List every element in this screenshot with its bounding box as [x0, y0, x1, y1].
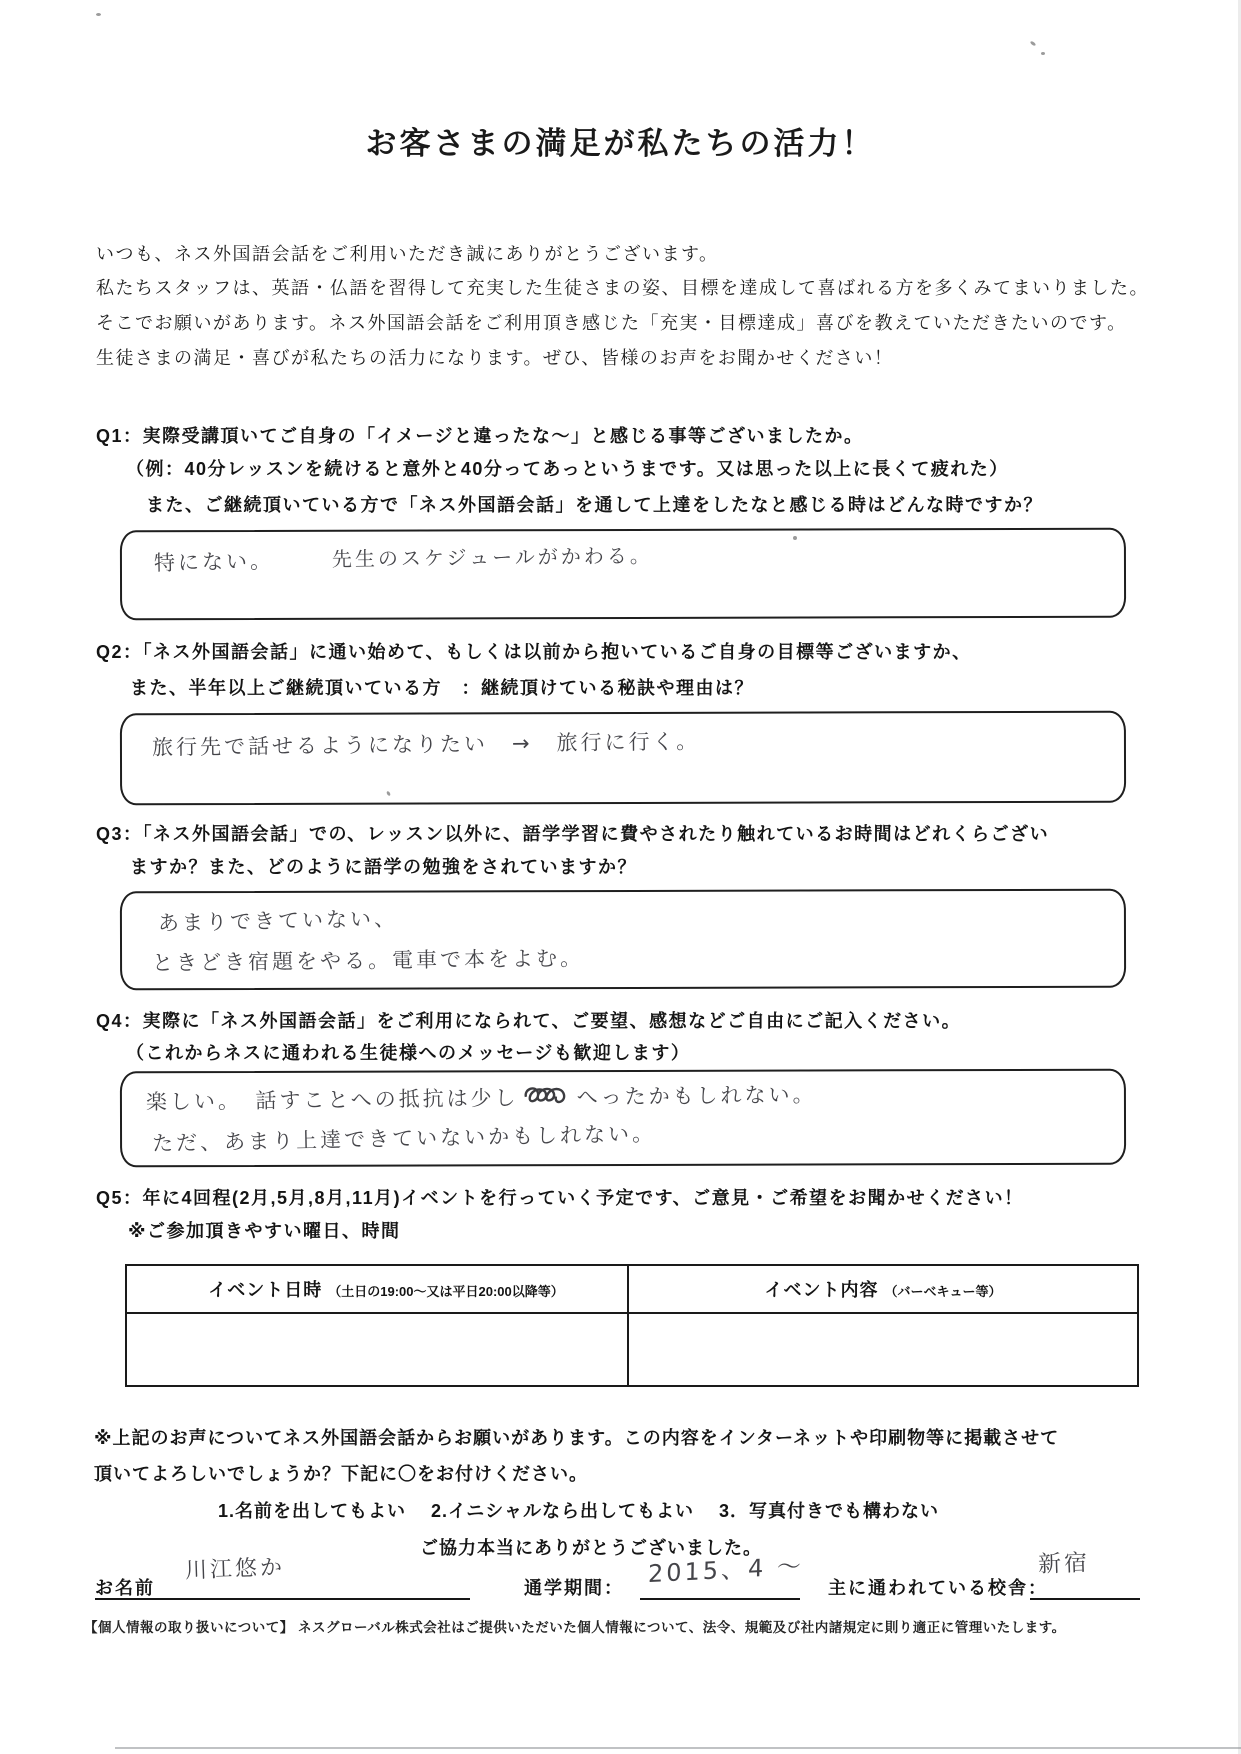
- event-table-header-datetime: [126, 1265, 628, 1313]
- school-label: 主に通われている校舎：: [828, 1578, 1048, 1598]
- event-datetime-note: （土日の19:00～又は平日20:00以降等）: [328, 1284, 564, 1299]
- event-datetime-label: イベント日時: [208, 1280, 323, 1300]
- scan-bottom-edge: [115, 1747, 1241, 1749]
- q3-answer-box[interactable]: [120, 889, 1126, 991]
- q4-question: Q4：実際に「ネス外国語会話」をご利用になられて、ご要望、感想などご自由にご記入ください。: [96, 1011, 962, 1031]
- name-handwriting: 川江悠か: [184, 1555, 286, 1584]
- intro-line-2: 私たちスタッフは、英語・仏語を習得して充実した生徒さまの姿、目標を達成して喜ばれる方を多くみてまいりました。: [96, 278, 1149, 298]
- q5-question: Q5：年に4回程(2月,5月,8月,11月)イベントを行っていく予定です、ご意見・ご希望をお聞かせください！: [96, 1188, 1024, 1208]
- q1-answer-handwriting-1: 特にない。: [153, 548, 275, 576]
- name-underline[interactable]: [95, 1598, 470, 1600]
- scribble-blot: [520, 1082, 574, 1114]
- q2-answer-box[interactable]: [120, 711, 1126, 806]
- privacy-note: 【個人情報の取り扱いについて】 ネスグローバル株式会社はご提供いただいた個人情報について、法令、規範及び社内諸規定に則り適正に管理いたします。: [84, 1620, 1066, 1635]
- consent-options[interactable]: 1.名前を出してもよい 2.イニシャルなら出してもよい 3．写真付きでも構わない: [218, 1501, 939, 1521]
- scan-speck: [1041, 52, 1045, 55]
- q1-answer-handwriting-2: 先生のスケジュールがかわる。: [331, 543, 653, 572]
- q1-answer-box[interactable]: [120, 528, 1126, 621]
- intro-line-1: いつも、ネス外国語会話をご利用いただき誠にありがとうございます。: [96, 244, 719, 264]
- period-handwriting: 2015、4 ～: [647, 1551, 805, 1589]
- q2-question: Q2：「ネス外国語会話」に通い始めて、もしくは以前から抱いているご自身の目標等ございますか、: [96, 642, 972, 662]
- event-content-cell[interactable]: [628, 1313, 1138, 1386]
- consent-line-1: ※上記のお声についてネス外国語会話からお願いがあります。この内容をインターネットや印刷物等に掲載させて: [94, 1428, 1060, 1448]
- period-underline[interactable]: [640, 1598, 800, 1600]
- q2-sub-question: また、半年以上ご継続頂いている方 ：継続頂けている秘訣や理由は？: [130, 678, 754, 698]
- event-table-header-content: [628, 1265, 1138, 1313]
- intro-line-3: そこでお願いがあります。ネス外国語会話をご利用頂き感じた「充実・目標達成」喜びを教えていただきたいのです。: [96, 313, 1127, 333]
- name-label: お名前: [95, 1578, 155, 1598]
- q2-answer-handwriting: 旅行先で話せるようになりたい → 旅行に行く。: [151, 729, 701, 760]
- period-label: 通学期間：: [524, 1578, 624, 1598]
- event-table: [125, 1264, 1139, 1387]
- page-title: お客さまの満足が私たちの活力！: [365, 126, 876, 161]
- event-table-body-row: [126, 1313, 1138, 1386]
- q3-answer-handwriting-2: ときどき宿題をやる。電車で本をよむ。: [151, 946, 585, 976]
- q1-sub-question: また、ご継続頂いている方で「ネス外国語会話」を通して上達をしたなと感じる時はどんな時ですか？: [146, 495, 1043, 515]
- event-content-label: イベント内容: [764, 1280, 879, 1300]
- q3-answer-handwriting-1: あまりできていない、: [157, 906, 399, 936]
- event-content-note: （バーベキュー等）: [884, 1284, 1002, 1299]
- q4-answer-box[interactable]: [120, 1069, 1126, 1168]
- event-datetime-cell[interactable]: [126, 1313, 628, 1386]
- consent-line-2: 頂いてよろしいでしょうか？下記に〇をお付けください。: [94, 1464, 588, 1484]
- intro-line-4: 生徒さまの満足・喜びが私たちの活力になります。ぜひ、皆様のお声をお聞かせください！: [96, 348, 894, 368]
- thanks-line: ご協力本当にありがとうございました。: [420, 1538, 762, 1558]
- school-underline[interactable]: [1030, 1598, 1140, 1600]
- scan-speck: [1030, 41, 1037, 47]
- q1-example: （例：40分レッスンを続けると意外と40分ってあっというまです。又は思った以上に長くて疲れた）: [126, 459, 1009, 479]
- q3-question: Q3：「ネス外国語会話」での、レッスン以外に、語学学習に費やされたり触れているお時間はどれくらござい: [96, 824, 1050, 844]
- scan-speck: [96, 13, 101, 16]
- q4-answer-handwriting-1a: 楽しい。 話すことへの抵抗は少し: [145, 1085, 519, 1115]
- q4-note: （これからネスに通われる生徒様へのメッセージも歓迎します）: [126, 1043, 691, 1063]
- q4-answer-handwriting-1b: へったかもしれない。: [576, 1082, 817, 1110]
- q5-note: ※ご参加頂きやすい曜日、時間: [128, 1221, 401, 1241]
- q3-question-wrap: ますか？また、どのように語学の勉強をされていますか？: [130, 857, 637, 877]
- q4-answer-handwriting-2: ただ、あまり上達できていないかもしれない。: [151, 1121, 657, 1156]
- school-handwriting: 新宿: [1037, 1550, 1091, 1578]
- event-table-header-row: [126, 1265, 1138, 1313]
- q1-question: Q1：実際受講頂いてご自身の「イメージと違ったな～」と感じる事等ございましたか。: [96, 426, 864, 446]
